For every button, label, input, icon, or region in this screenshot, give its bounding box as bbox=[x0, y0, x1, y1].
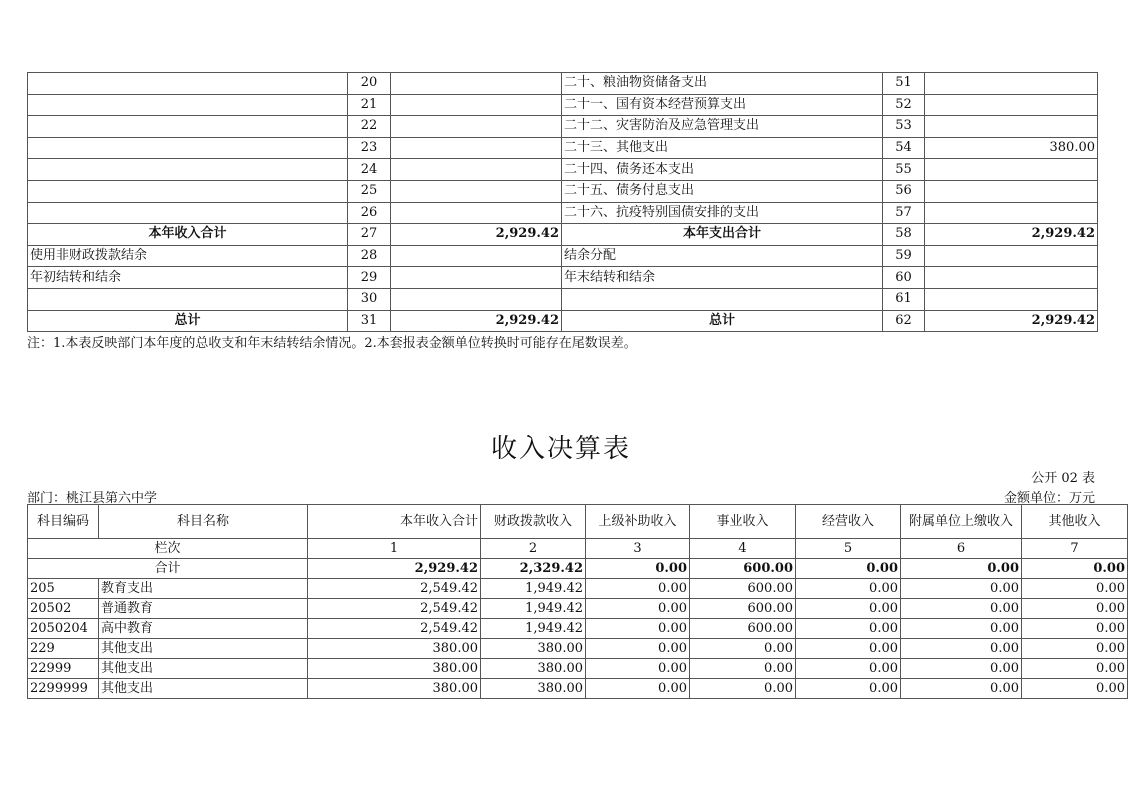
cell-value: 380.00 bbox=[481, 679, 586, 699]
total-row bbox=[28, 559, 1128, 579]
total-value: 600.00 bbox=[690, 559, 796, 579]
cell-value: 0.00 bbox=[901, 659, 1022, 679]
subject-name: 教育支出 bbox=[99, 579, 308, 599]
row-number: 53 bbox=[883, 116, 925, 138]
header-cell: 财政拨款收入 bbox=[481, 505, 586, 539]
row-number: 29 bbox=[348, 267, 391, 289]
department-label: 部门：桃江县第六中学 bbox=[27, 491, 158, 506]
row-number: 30 bbox=[348, 288, 391, 310]
row-label: 二十三、其他支出 bbox=[562, 137, 883, 159]
row-amount bbox=[391, 245, 562, 267]
table-row bbox=[28, 245, 1098, 267]
row-amount bbox=[391, 94, 562, 116]
row-number: 55 bbox=[883, 159, 925, 181]
grand-total-amount-left: 2,929.42 bbox=[391, 310, 562, 332]
header-cell: 事业收入 bbox=[690, 505, 796, 539]
grand-total-amount-right: 2,929.42 bbox=[925, 310, 1098, 332]
cell-value: 0.00 bbox=[1022, 679, 1128, 699]
row-number: 20 bbox=[348, 73, 391, 95]
cell-value: 1,949.42 bbox=[481, 579, 586, 599]
cell-value: 1,949.42 bbox=[481, 619, 586, 639]
cell-value: 380.00 bbox=[308, 639, 481, 659]
cell-value: 0.00 bbox=[796, 599, 901, 619]
cell-value: 600.00 bbox=[690, 619, 796, 639]
row-label bbox=[28, 202, 348, 224]
table-row bbox=[28, 137, 1098, 159]
cell-value: 0.00 bbox=[901, 639, 1022, 659]
column-number: 5 bbox=[796, 539, 901, 559]
row-amount bbox=[391, 202, 562, 224]
row-number: 54 bbox=[883, 137, 925, 159]
row-amount bbox=[925, 94, 1098, 116]
cell-value: 2,549.42 bbox=[308, 619, 481, 639]
row-amount bbox=[925, 267, 1098, 289]
row-amount bbox=[391, 288, 562, 310]
cell-value: 600.00 bbox=[690, 579, 796, 599]
cell-value: 600.00 bbox=[690, 599, 796, 619]
cell-value: 0.00 bbox=[796, 639, 901, 659]
cell-value: 0.00 bbox=[586, 659, 690, 679]
cell-value: 0.00 bbox=[690, 639, 796, 659]
cell-value: 0.00 bbox=[586, 639, 690, 659]
form-code: 公开 02 表 bbox=[1031, 471, 1095, 486]
column-number: 4 bbox=[690, 539, 796, 559]
table-row bbox=[28, 159, 1098, 181]
table-row bbox=[28, 116, 1098, 138]
table-row bbox=[28, 288, 1098, 310]
table-row-grand-total bbox=[28, 310, 1098, 332]
cell-value: 380.00 bbox=[481, 659, 586, 679]
cell-value: 2,549.42 bbox=[308, 599, 481, 619]
row-label: 二十五、债务付息支出 bbox=[562, 180, 883, 202]
row-label: 使用非财政拨款结余 bbox=[28, 245, 348, 267]
cell-value: 0.00 bbox=[586, 679, 690, 699]
row-label bbox=[562, 288, 883, 310]
cell-value: 2,549.42 bbox=[308, 579, 481, 599]
cell-value: 0.00 bbox=[1022, 599, 1128, 619]
row-amount: 380.00 bbox=[925, 137, 1098, 159]
column-number: 1 bbox=[308, 539, 481, 559]
header-cell: 经营收入 bbox=[796, 505, 901, 539]
subject-code: 2299999 bbox=[28, 679, 99, 699]
page-title: 收入决算表 bbox=[490, 434, 631, 464]
cell-value: 0.00 bbox=[690, 659, 796, 679]
row-number: 21 bbox=[348, 94, 391, 116]
header-cell: 其他收入 bbox=[1022, 505, 1128, 539]
income-subtotal-label: 本年收入合计 bbox=[28, 224, 348, 246]
row-number: 25 bbox=[348, 180, 391, 202]
cell-value: 0.00 bbox=[586, 579, 690, 599]
subject-code: 229 bbox=[28, 639, 99, 659]
cell-value: 0.00 bbox=[796, 619, 901, 639]
table-note: 注：1.本表反映部门本年度的总收支和年末结转结余情况。2.本套报表金额单位转换时可能存在尾数误差。 bbox=[27, 336, 637, 351]
header-cell: 科目名称 bbox=[99, 505, 308, 539]
table-row bbox=[28, 659, 1128, 679]
row-number: 56 bbox=[883, 180, 925, 202]
row-number: 52 bbox=[883, 94, 925, 116]
row-label bbox=[28, 180, 348, 202]
column-number-row bbox=[28, 539, 1128, 559]
table-header-row bbox=[28, 505, 1128, 539]
expense-subtotal-amount: 2,929.42 bbox=[925, 224, 1098, 246]
cell-value: 1,949.42 bbox=[481, 599, 586, 619]
table-row bbox=[28, 73, 1098, 95]
row-number: 24 bbox=[348, 159, 391, 181]
total-value: 0.00 bbox=[1022, 559, 1128, 579]
header-cell: 本年收入合计 bbox=[308, 505, 481, 539]
column-number: 3 bbox=[586, 539, 690, 559]
row-number: 26 bbox=[348, 202, 391, 224]
cell-value: 0.00 bbox=[901, 679, 1022, 699]
subject-name: 其他支出 bbox=[99, 639, 308, 659]
expense-subtotal-label: 本年支出合计 bbox=[562, 224, 883, 246]
table-row bbox=[28, 180, 1098, 202]
row-label: 年末结转和结余 bbox=[562, 267, 883, 289]
total-value: 2,329.42 bbox=[481, 559, 586, 579]
row-number: 51 bbox=[883, 73, 925, 95]
row-label bbox=[28, 116, 348, 138]
row-amount bbox=[391, 267, 562, 289]
cell-value: 380.00 bbox=[308, 659, 481, 679]
subject-code: 2050204 bbox=[28, 619, 99, 639]
row-amount bbox=[925, 116, 1098, 138]
row-amount bbox=[925, 288, 1098, 310]
table-row-subtotal bbox=[28, 224, 1098, 246]
row-amount bbox=[391, 116, 562, 138]
table-row bbox=[28, 579, 1128, 599]
column-number-label: 栏次 bbox=[28, 539, 308, 559]
table-row bbox=[28, 267, 1098, 289]
row-label: 年初结转和结余 bbox=[28, 267, 348, 289]
row-label bbox=[28, 159, 348, 181]
table-row bbox=[28, 94, 1098, 116]
row-number: 22 bbox=[348, 116, 391, 138]
row-label: 二十四、债务还本支出 bbox=[562, 159, 883, 181]
cell-value: 0.00 bbox=[796, 579, 901, 599]
subject-code: 20502 bbox=[28, 599, 99, 619]
row-number: 60 bbox=[883, 267, 925, 289]
row-label bbox=[28, 73, 348, 95]
table-row bbox=[28, 639, 1128, 659]
row-amount bbox=[925, 180, 1098, 202]
total-value: 2,929.42 bbox=[308, 559, 481, 579]
cell-value: 0.00 bbox=[796, 659, 901, 679]
table-row bbox=[28, 679, 1128, 699]
row-amount bbox=[391, 180, 562, 202]
cell-value: 0.00 bbox=[690, 679, 796, 699]
cell-value: 0.00 bbox=[1022, 619, 1128, 639]
row-number: 58 bbox=[883, 224, 925, 246]
cell-value: 0.00 bbox=[796, 679, 901, 699]
row-label: 二十二、灾害防治及应急管理支出 bbox=[562, 116, 883, 138]
total-value: 0.00 bbox=[796, 559, 901, 579]
row-number: 27 bbox=[348, 224, 391, 246]
row-label: 二十、粮油物资储备支出 bbox=[562, 73, 883, 95]
header-cell: 上级补助收入 bbox=[586, 505, 690, 539]
subject-name: 其他支出 bbox=[99, 659, 308, 679]
cell-value: 380.00 bbox=[481, 639, 586, 659]
total-value: 0.00 bbox=[586, 559, 690, 579]
cell-value: 0.00 bbox=[901, 579, 1022, 599]
row-number: 28 bbox=[348, 245, 391, 267]
cell-value: 0.00 bbox=[586, 619, 690, 639]
cell-value: 0.00 bbox=[1022, 639, 1128, 659]
grand-total-label-right: 总计 bbox=[562, 310, 883, 332]
grand-total-label-left: 总计 bbox=[28, 310, 348, 332]
row-amount bbox=[391, 159, 562, 181]
subject-code: 22999 bbox=[28, 659, 99, 679]
row-label bbox=[28, 94, 348, 116]
table-row bbox=[28, 599, 1128, 619]
amount-unit: 金额单位：万元 bbox=[1003, 491, 1095, 506]
summary-table bbox=[27, 72, 1098, 332]
row-label bbox=[28, 137, 348, 159]
cell-value: 380.00 bbox=[308, 679, 481, 699]
row-number: 23 bbox=[348, 137, 391, 159]
row-amount bbox=[925, 202, 1098, 224]
column-number: 6 bbox=[901, 539, 1022, 559]
cell-value: 0.00 bbox=[901, 619, 1022, 639]
row-number: 61 bbox=[883, 288, 925, 310]
table-row bbox=[28, 202, 1098, 224]
row-number: 57 bbox=[883, 202, 925, 224]
total-value: 0.00 bbox=[901, 559, 1022, 579]
subject-code: 205 bbox=[28, 579, 99, 599]
cell-value: 0.00 bbox=[1022, 579, 1128, 599]
row-number: 62 bbox=[883, 310, 925, 332]
subject-name: 普通教育 bbox=[99, 599, 308, 619]
row-amount bbox=[925, 73, 1098, 95]
row-number: 31 bbox=[348, 310, 391, 332]
row-label: 二十一、国有资本经营预算支出 bbox=[562, 94, 883, 116]
table-row bbox=[28, 619, 1128, 639]
row-amount bbox=[391, 73, 562, 95]
row-amount bbox=[925, 245, 1098, 267]
row-amount bbox=[925, 159, 1098, 181]
row-label bbox=[28, 288, 348, 310]
column-number: 2 bbox=[481, 539, 586, 559]
cell-value: 0.00 bbox=[901, 599, 1022, 619]
header-cell: 附属单位上缴收入 bbox=[901, 505, 1022, 539]
subject-name: 其他支出 bbox=[99, 679, 308, 699]
income-table bbox=[27, 504, 1128, 699]
subject-name: 高中教育 bbox=[99, 619, 308, 639]
cell-value: 0.00 bbox=[586, 599, 690, 619]
column-number: 7 bbox=[1022, 539, 1128, 559]
row-amount bbox=[391, 137, 562, 159]
row-label: 二十六、抗疫特别国债安排的支出 bbox=[562, 202, 883, 224]
cell-value: 0.00 bbox=[1022, 659, 1128, 679]
header-cell: 科目编码 bbox=[28, 505, 99, 539]
row-number: 59 bbox=[883, 245, 925, 267]
total-label: 合计 bbox=[28, 559, 308, 579]
income-subtotal-amount: 2,929.42 bbox=[391, 224, 562, 246]
row-label: 结余分配 bbox=[562, 245, 883, 267]
